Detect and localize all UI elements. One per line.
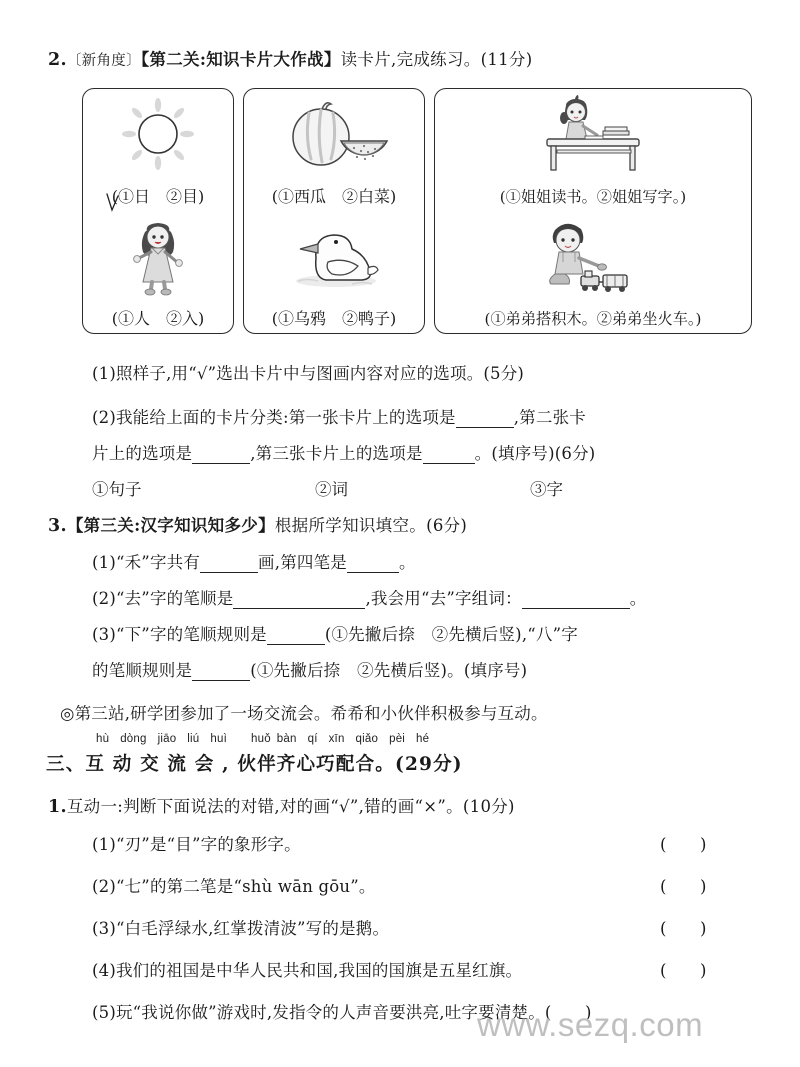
question-2-heading bbox=[48, 46, 532, 70]
q2-2-text-b: ,第二张卡 bbox=[513, 408, 586, 427]
question-3-title: 【第三关:汉字知识知多少】 bbox=[66, 516, 275, 535]
pinyin-5: huì bbox=[210, 733, 227, 745]
pinyin-8: qí bbox=[307, 733, 318, 745]
pinyin-9: xīn bbox=[328, 733, 345, 745]
answer-blank-card-1[interactable] bbox=[456, 410, 514, 428]
section-3-question-1-heading bbox=[48, 793, 515, 817]
duck-icon bbox=[244, 215, 424, 297]
question-2-1-text: (1)照样子,用“√”选出卡片中与图画内容对应的选项。(5分) bbox=[92, 364, 525, 383]
q3-3-text-c: 的笔顺规则是 bbox=[92, 661, 193, 680]
q3-1-text-c: 。 bbox=[399, 553, 416, 572]
answer-blank-fourth-stroke[interactable] bbox=[347, 555, 399, 573]
boy-with-train-icon bbox=[435, 215, 751, 297]
pinyin-3: jiāo bbox=[157, 733, 177, 745]
pinyin-1: hù bbox=[96, 733, 110, 745]
tf-item-3: (3)“白毛浮绿水,红掌拨清波”写的是鹅。 bbox=[92, 919, 390, 938]
question-3-1 bbox=[92, 549, 416, 573]
answer-blank-card-2[interactable] bbox=[192, 446, 250, 464]
tf-item-1: (1)“刃”是“目”字的象形字。 bbox=[92, 835, 301, 854]
pinyin-11: pèi bbox=[389, 733, 406, 745]
q3-2-text-b: ,我会用“去”字组词： bbox=[365, 589, 522, 608]
card-cell-duck bbox=[244, 211, 424, 333]
q3-3-text-a: (3)“下”字的笔顺规则是 bbox=[92, 625, 267, 644]
option-choice-2[interactable]: ②词 bbox=[315, 480, 348, 499]
pinyin-12: hé bbox=[416, 733, 430, 745]
knowledge-cards-row bbox=[82, 88, 752, 336]
answer-blank-stroke-count[interactable] bbox=[200, 555, 258, 573]
card-options[interactable]: (①乌鸦 ②鸭子) bbox=[271, 309, 397, 328]
section-3-question-1-number: 1. bbox=[48, 797, 67, 817]
tf-item-4: (4)我们的祖国是中华人民共和国,我国的国旗是五星红旗。 bbox=[92, 961, 523, 980]
q2-2-text-c: 片上的选项是 bbox=[92, 444, 193, 463]
pinyin-annotation bbox=[96, 733, 429, 745]
question-3-prompt: 根据所学知识填空。 bbox=[274, 516, 427, 535]
answer-blank-rule-xia[interactable] bbox=[267, 627, 325, 645]
q2-2-text-a: (2)我能给上面的卡片分类:第一张卡片上的选项是 bbox=[92, 408, 456, 427]
pinyin-4: liú bbox=[187, 733, 200, 745]
option-choice-3[interactable]: ③字 bbox=[530, 480, 563, 499]
tf-answer-box-3[interactable]: ( ) bbox=[660, 919, 707, 938]
q3-1-text-a: (1)“禾”字共有 bbox=[92, 553, 201, 572]
question-2-2-line-1 bbox=[92, 404, 586, 428]
q3-3-text-b: (①先撇后捺 ②先横后竖),“八”字 bbox=[324, 625, 578, 644]
question-2-2-line-2 bbox=[92, 440, 595, 464]
question-3-heading bbox=[48, 512, 467, 536]
card-sun-person[interactable] bbox=[82, 88, 234, 334]
question-3-3-line-2 bbox=[92, 657, 527, 681]
watermelon-icon bbox=[244, 93, 424, 175]
girl-standing-icon bbox=[83, 215, 233, 297]
option-choice-1[interactable]: ①句子 bbox=[92, 480, 142, 499]
tf-answer-box-1[interactable]: ( ) bbox=[660, 835, 707, 854]
q3-3-text-d: (①先撇后捺 ②先横后竖)。(填序号) bbox=[250, 661, 528, 680]
answer-blank-card-3[interactable] bbox=[423, 446, 475, 464]
q2-2-text-d: ,第三张卡片上的选项是 bbox=[250, 444, 423, 463]
q2-2-text-e: 。(填序号)(6分) bbox=[474, 444, 596, 463]
pinyin-7: bàn bbox=[276, 733, 297, 745]
tf-item-2: (2)“七”的第二笔是“shù wān gōu”。 bbox=[92, 877, 376, 896]
question-3-number: 3. bbox=[48, 516, 67, 536]
tf-item-5: (5)玩“我说你做”游戏时,发指令的人声音要洪亮,吐字要清楚。( ) bbox=[92, 1003, 592, 1022]
card-options[interactable]: (①弟弟搭积木。②弟弟坐火车。) bbox=[484, 310, 702, 328]
pinyin-10: qiǎo bbox=[355, 733, 379, 745]
site-watermark: www.sezq.com bbox=[477, 1006, 704, 1043]
question-3-3-line-1 bbox=[92, 621, 578, 645]
pinyin-6: huǒ bbox=[251, 733, 271, 745]
q3-2-text-c: 。 bbox=[629, 589, 647, 608]
tf-answer-box-4[interactable]: ( ) bbox=[660, 961, 707, 980]
question-3-2 bbox=[92, 585, 646, 609]
girl-at-desk-icon bbox=[435, 93, 751, 175]
card-cell-brother bbox=[435, 211, 751, 333]
card-cell-person bbox=[83, 211, 233, 333]
card-options[interactable]: (①人 ②入) bbox=[111, 309, 205, 328]
answer-blank-word-qu[interactable] bbox=[522, 591, 630, 609]
answer-blank-rule-ba[interactable] bbox=[192, 663, 250, 681]
card-sister-brother[interactable] bbox=[434, 88, 752, 334]
question-2-number: 2. bbox=[48, 50, 67, 70]
tf-answer-box-2[interactable]: ( ) bbox=[660, 877, 707, 896]
station-note: ◎第三站,研学团参加了一场交流会。希希和小伙伴积极参与互动。 bbox=[60, 704, 548, 723]
question-2-title: 【第二关:知识卡片大作战】 bbox=[140, 50, 341, 69]
card-options[interactable]: (①西瓜 ②白菜) bbox=[271, 187, 397, 206]
pinyin-2: dòng bbox=[120, 733, 147, 745]
card-watermelon-duck[interactable] bbox=[243, 88, 425, 334]
question-3-score: (6分) bbox=[426, 516, 468, 535]
card-cell-watermelon bbox=[244, 89, 424, 211]
card-cell-sun bbox=[83, 89, 233, 211]
section-3-question-1-prompt: 互动一:判断下面说法的对错,对的画“√”,错的画“×”。(10分) bbox=[66, 797, 515, 816]
q3-1-text-b: 画,第四笔是 bbox=[258, 553, 347, 572]
question-2-prompt: 读卡片,完成练习。 bbox=[340, 50, 481, 69]
q3-2-text-a: (2)“去”字的笔顺是 bbox=[92, 589, 234, 608]
card-options[interactable]: (①姐姐读书。②姐姐写字。) bbox=[499, 188, 687, 206]
question-2-tag: 〔新角度〕 bbox=[66, 53, 141, 69]
question-2-score: (11分) bbox=[480, 50, 533, 69]
section-3-heading: 三、互 动 交 流 会 , 伙伴齐心巧配合。(29分) bbox=[46, 754, 463, 775]
card-cell-sister bbox=[435, 89, 751, 211]
sun-icon bbox=[83, 93, 233, 175]
answer-blank-stroke-order-qu[interactable] bbox=[233, 591, 365, 609]
card-options[interactable]: (①日 ②目) bbox=[111, 187, 205, 206]
